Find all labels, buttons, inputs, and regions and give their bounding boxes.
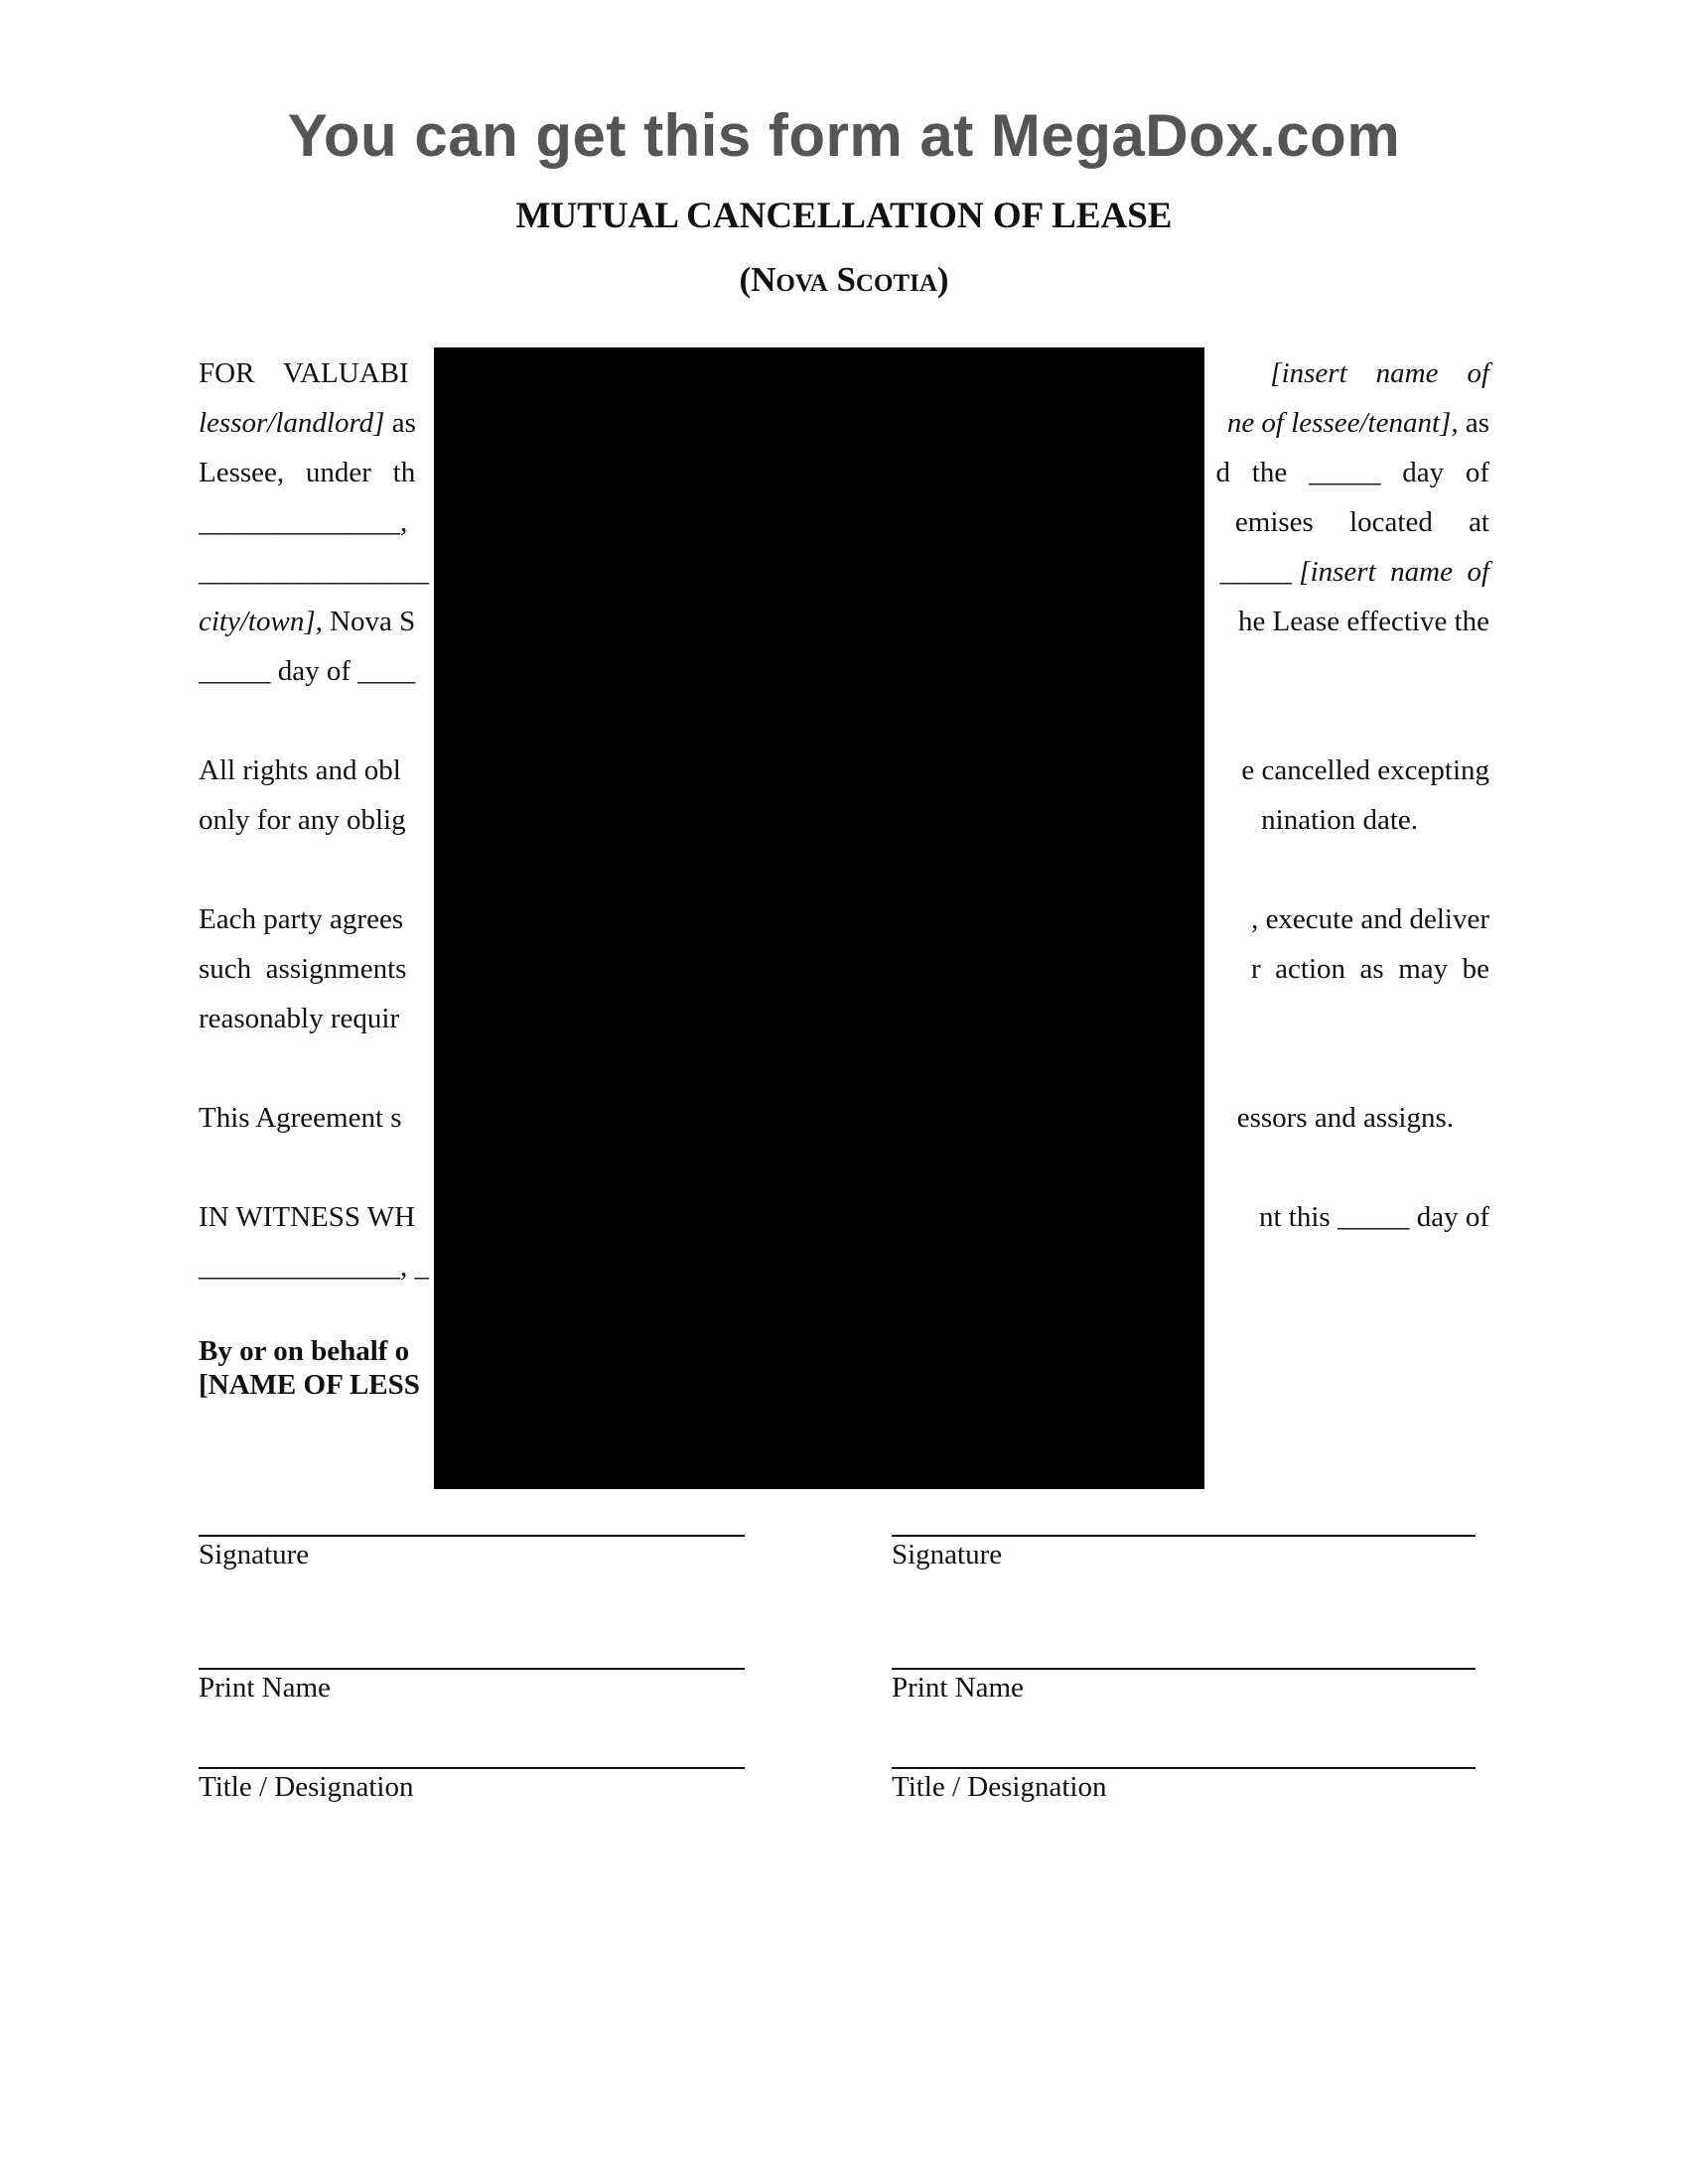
placeholder-text: ne of lessee/tenant], [1226,407,1459,439]
p1-line2-right [1227,405,1489,441]
p2-line2-right: nination date. [1261,804,1418,836]
p2-line1-right: e cancelled excepting [1241,754,1489,786]
print-name-line-left[interactable] [199,1668,745,1670]
p1-line1-right [1270,355,1489,391]
print-name-line-right[interactable] [892,1668,1476,1670]
p4-line1-right: essors and assigns. [1236,1102,1454,1134]
p1-line5-left: ________________ [199,556,429,588]
p2-line1-left: All rights and obl [199,754,401,786]
p5-line1-right: nt this _____ day of [1259,1201,1489,1233]
p1-line6-left-text: Nova S [322,606,416,637]
p1-line4-right: emises located at [1234,506,1489,538]
p3-line1-right: , execute and deliver [1251,903,1489,935]
p1-line6-left [199,604,415,639]
p5-line1-left: IN WITNESS WH [199,1201,416,1233]
placeholder-text: [insert name of [1299,556,1489,588]
p1-line4-left: ______________, [199,506,408,538]
placeholder-text: city/town], [199,606,323,637]
source-banner: You can get this form at MegaDox.com [287,102,1401,169]
p1-line5-right [1220,554,1489,590]
print-name-label-right: Print Name [892,1672,1024,1704]
p1-line3-left: Lessee, under th [199,457,416,488]
p1-line5-right-blank: _____ [1219,556,1300,588]
title-label-left: Title / Designation [199,1771,414,1803]
signature-label-left: Signature [199,1539,310,1570]
p3-line1-left: Each party agrees [199,903,404,935]
document-subtitle: (Nova Scotia) [739,260,949,299]
p1-line3-right: d the _____ day of [1215,457,1489,488]
print-name-label-left: Print Name [199,1672,331,1704]
p4-line1-left: This Agreement s [199,1102,402,1134]
p1-line2-left [199,405,416,441]
p1-line6-right: he Lease effective the [1237,606,1489,637]
p1-line2-right-text: as [1458,407,1489,439]
title-line-right[interactable] [892,1767,1476,1769]
p2-line2-left: only for any oblig [199,804,406,836]
p3-line2-right: r action as may be [1251,953,1489,985]
document-title: MUTUAL CANCELLATION OF LEASE [515,196,1173,236]
p5-line2-left: ______________, _ [199,1251,429,1283]
signature-label-right: Signature [892,1539,1003,1570]
signature-line-left[interactable] [199,1535,745,1537]
p1-line2-left-text: as [384,407,416,439]
title-line-left[interactable] [199,1767,745,1769]
placeholder-text: [insert name of [1270,357,1489,389]
behalf-line1: By or on behalf o [199,1335,410,1367]
placeholder-text: lessor/landlord] [199,407,385,439]
p1-line7-left: _____ day of ____ [199,655,416,687]
redaction-block [434,347,1204,1489]
behalf-line2: [NAME OF LESS [199,1369,420,1401]
p1-line1-left: FOR VALUABI [199,357,409,389]
signature-line-right[interactable] [892,1535,1476,1537]
p3-line3-left: reasonably requir [199,1003,400,1034]
title-label-right: Title / Designation [892,1771,1107,1803]
p3-line2-left: such assignments [199,953,407,985]
